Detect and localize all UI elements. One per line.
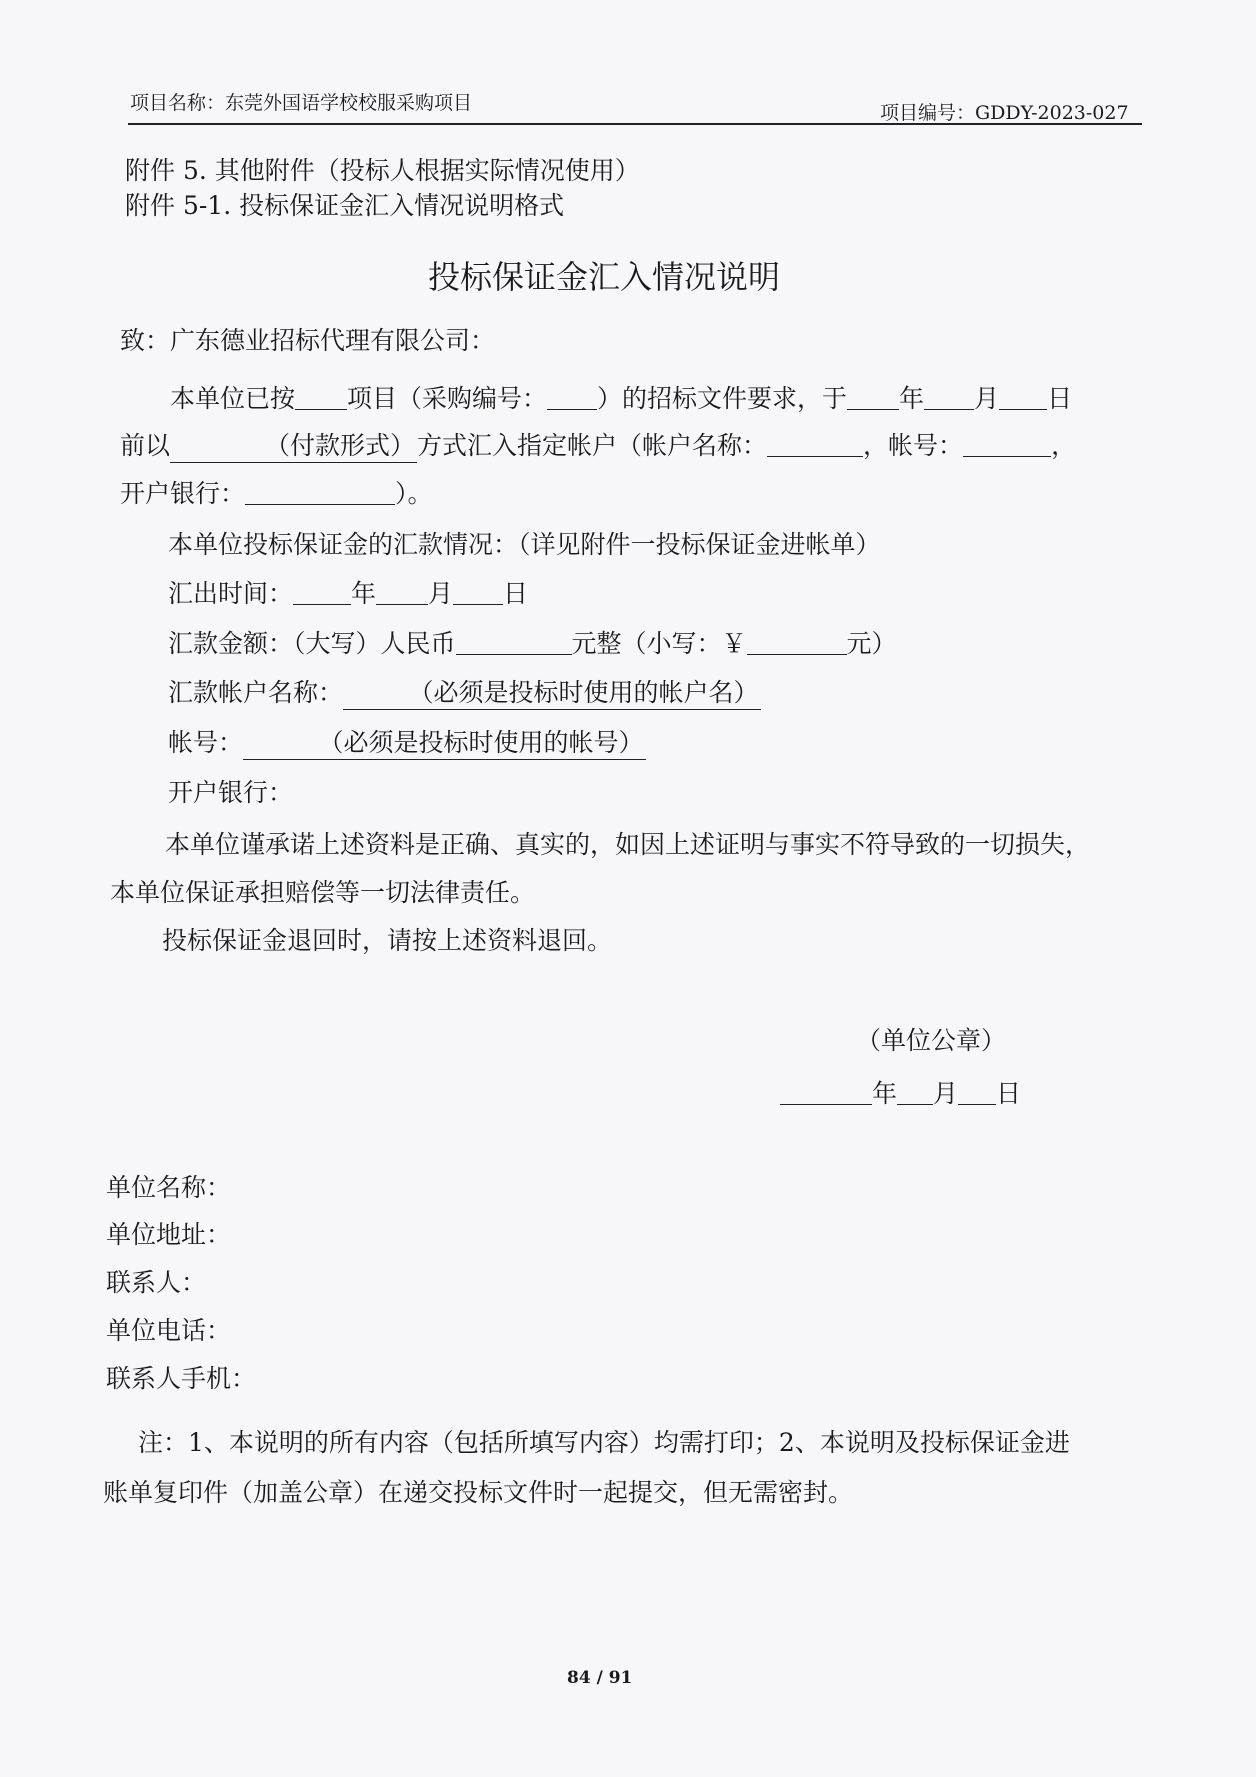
sign-year: 年: [872, 1079, 898, 1108]
payment-form-hint: （付款形式）: [170, 431, 417, 463]
para1-text-j: ，帐号：: [863, 431, 964, 460]
account-no-label: 帐号：: [168, 728, 244, 757]
account-name-row: [168, 680, 761, 705]
day-blank: [999, 385, 1047, 410]
remit-day-blank: [453, 580, 503, 605]
amount-end: 元）: [846, 629, 897, 658]
attachment-caption: 附件 5. 其他附件（投标人根据实际情况使用）: [125, 156, 640, 185]
para1-line3: [120, 480, 433, 506]
para1-text-b: 项目（采购编号：: [347, 384, 548, 413]
account-name-hint: （必须是投标时使用的帐户名）: [343, 678, 761, 710]
para1-text-k: ，: [1051, 431, 1077, 460]
remit-time-label: 汇出时间：: [168, 579, 294, 608]
contact-label: 联系人：: [106, 1268, 207, 1297]
para1-text-g: 前以: [120, 431, 171, 460]
amount-words-blank: [456, 630, 572, 655]
phone-label: 单位电话：: [106, 1316, 232, 1345]
account-name-blank: [767, 432, 863, 457]
unit-name-label: 单位名称：: [106, 1173, 232, 1202]
para1-day: 日: [1047, 384, 1073, 413]
para1-line2: [120, 432, 1076, 458]
sign-month-blank: [897, 1080, 933, 1105]
project-blank: [295, 385, 347, 410]
promise-line2: 本单位保证承担赔偿等一切法律责任。: [110, 878, 536, 907]
para1-year: 年: [899, 384, 925, 413]
amount-mid: 元整（小写：￥: [571, 629, 747, 658]
note-line1: 注：1、本说明的所有内容（包括所填写内容）均需打印；2、本说明及投标保证金进: [138, 1428, 1070, 1457]
bank-blank: [245, 480, 395, 505]
remit-month-blank: [376, 580, 428, 605]
remit-time-row: [168, 580, 528, 606]
sign-month: 月: [933, 1079, 959, 1108]
procurement-no-blank: [547, 385, 597, 410]
account-no-row: [168, 730, 646, 755]
amount-label: 汇款金额：（大写）人民币: [168, 629, 456, 658]
project-name: 项目名称：东莞外国语学校校服采购项目: [130, 92, 473, 114]
account-name-label: 汇款帐户名称：: [168, 678, 344, 707]
sign-day-blank: [958, 1080, 996, 1105]
note-line2: 账单复印件（加盖公章）在递交投标文件时一起提交，但无需密封。: [103, 1478, 854, 1507]
para1-text-m: ）。: [395, 479, 433, 508]
year-blank: [847, 385, 899, 410]
refund-note: 投标保证金退回时，请按上述资料退回。: [162, 926, 613, 955]
remit-year-blank: [293, 580, 351, 605]
remit-year: 年: [351, 579, 377, 608]
para1-text-i: 方式汇入指定帐户（帐户名称：: [417, 431, 768, 460]
account-no-hint: （必须是投标时使用的帐号）: [243, 728, 646, 760]
amount-row: [168, 630, 897, 656]
para1-line1: [170, 385, 1072, 411]
amount-figures-blank: [747, 630, 847, 655]
remit-day: 日: [503, 579, 529, 608]
para1-month: 月: [974, 384, 1000, 413]
account-no-blank: [963, 432, 1051, 457]
para1-text-a: 本单位已按: [170, 384, 296, 413]
para1-text-c: ）的招标文件要求，于: [597, 384, 848, 413]
header-divider: [128, 123, 1142, 125]
addressee: 致：广东德业招标代理有限公司：: [120, 326, 496, 355]
attachment-subcaption: 附件 5-1. 投标保证金汇入情况说明格式: [125, 191, 565, 220]
sign-day: 日: [996, 1079, 1022, 1108]
seal-caption: （单位公章）: [856, 1026, 1007, 1055]
remittance-intro: 本单位投标保证金的汇款情况：（详见附件一投标保证金进帐单）: [168, 530, 881, 559]
bank-label: 开户银行：: [168, 778, 294, 807]
page-number: 84 / 91: [567, 1668, 633, 1688]
mobile-label: 联系人手机：: [106, 1364, 257, 1393]
promise-line1: 本单位谨承诺上述资料是正确、真实的，如因上述证明与事实不符导致的一切损失，: [165, 830, 1091, 859]
project-number: 项目编号：GDDY-2023-027: [880, 102, 1129, 124]
remit-month: 月: [428, 579, 454, 608]
month-blank: [924, 385, 974, 410]
para1-text-l: 开户银行：: [120, 479, 246, 508]
sign-year-blank: [780, 1080, 872, 1105]
unit-address-label: 单位地址：: [106, 1220, 232, 1249]
sign-date-row: [780, 1080, 1021, 1106]
document-title: 投标保证金汇入情况说明: [428, 258, 781, 296]
